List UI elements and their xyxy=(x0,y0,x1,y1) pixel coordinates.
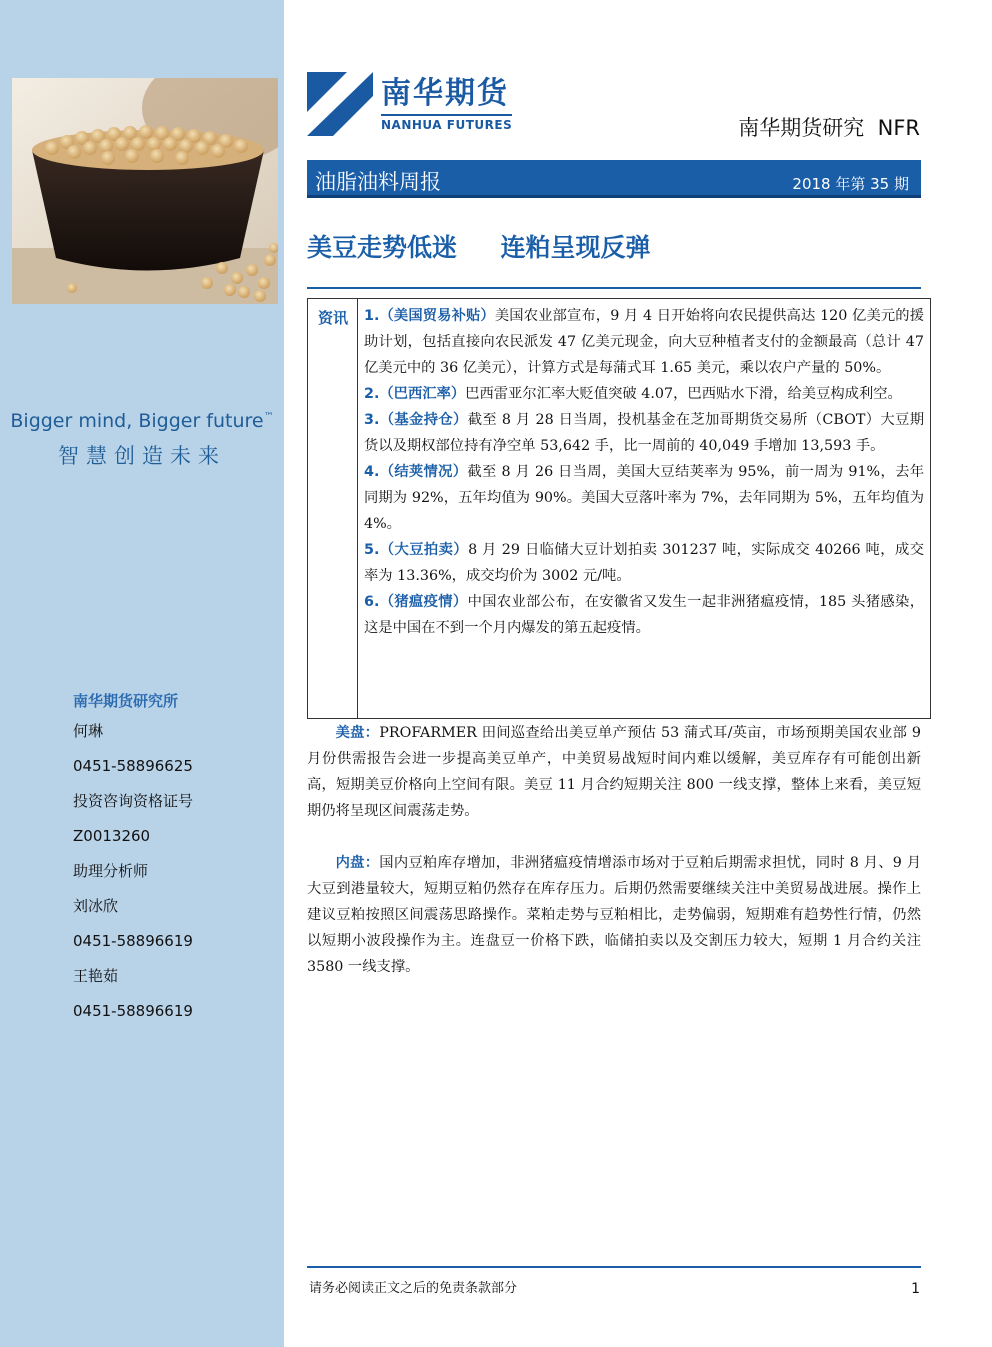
contact-line: 刘冰欣 xyxy=(73,897,119,915)
news-item-text: 巴西雷亚尔汇率大贬值突破 4.07，巴西贴水下滑，给美豆构成利空。 xyxy=(465,386,902,402)
sidebar xyxy=(0,0,284,1347)
news-box xyxy=(307,298,931,719)
news-item-keyword: 3.（基金持仓） xyxy=(364,412,468,428)
page-number: 1 xyxy=(911,1281,920,1297)
contact-line: 王艳茹 xyxy=(73,967,119,985)
divider xyxy=(307,287,921,289)
soybean-bowl-image xyxy=(12,78,278,304)
news-item-text: 截至 8 月 26 日当周，美国大豆结荚率为 95%，前一周为 91%，去年同期为 92%，五年均值为 90%。美国大豆落叶率为 7%，去年同期为 5%，五年均值为 4%。 xyxy=(364,464,924,532)
contact-line: 投资咨询资格证号 xyxy=(73,792,194,810)
news-item-text: 美国农业部宣布，9 月 4 日开始将向农民提供高达 120 亿美元的援助计划，包括直接向农民派发 47 亿美元现金，向大豆种植者支付的金额最高（总计 47 亿美元中的 36 亿美元），计算方式是每蒲式耳 1.65 美元，乘以农户产量的 50%。 xyxy=(364,308,924,376)
page-headline: 美豆走势低迷 连粕呈现反弹 xyxy=(307,233,651,262)
contact-line: 0451-58896619 xyxy=(73,1002,193,1020)
report-title: 油脂油料周报 xyxy=(315,170,441,194)
news-item xyxy=(364,537,924,589)
news-item-keyword: 5.（大豆拍卖） xyxy=(364,542,469,558)
news-item-text: 截至 8 月 28 日当周，投机基金在芝加哥期货交易所（CBOT）大豆期货以及期权部位持有净空单 53,642 手，比一周前的 40,049 手增加 13,593 手。 xyxy=(364,412,924,454)
news-item-keyword: 1.（美国贸易补贴） xyxy=(364,308,495,324)
soybean-bowl-illustration xyxy=(12,78,278,304)
news-item-keyword: 6.（猪瘟疫情） xyxy=(364,594,468,610)
contact-org: 南华期货研究所 xyxy=(73,692,179,710)
news-item xyxy=(364,589,924,641)
news-item-text: 8 月 29 日临储大豆计划拍卖 301237 吨，实际成交 40266 吨，成交率为 13.36%，成交均价为 3002 元/吨。 xyxy=(364,542,924,584)
nanhua-logo-icon xyxy=(307,72,373,136)
logo-chinese-name: 南华期货 xyxy=(381,76,509,111)
report-banner xyxy=(307,160,921,198)
contact-line: 0451-58896625 xyxy=(73,757,193,775)
domestic-market-paragraph xyxy=(307,850,921,980)
issue-number: 2018 年第 35 期 xyxy=(792,175,909,193)
slogan-english: Bigger mind, Bigger future™ xyxy=(10,410,274,432)
news-item-keyword: 4.（结荚情况） xyxy=(364,464,468,480)
news-item xyxy=(364,381,924,407)
us-market-keyword: 美盘： xyxy=(335,725,380,741)
footer-divider xyxy=(307,1266,921,1268)
domestic-market-text: 国内豆粕库存增加，非洲猪瘟疫情增添市场对于豆粕后期需求担忧，同时 8 月、9 月大豆到港量较大，短期豆粕仍然存在库存压力。后期仍然需要继续关注中美贸易战进展。操作上建议豆粕按照区间震荡思路操作。菜粕走势与豆粕相比，走势偏弱，短期难有趋势性行情，仍然以短期小波段操作为主。连盘豆一价格下跌，临储拍卖以及交割压力较大，短期 1 月合约关注 3580 一线支撑。 xyxy=(307,855,922,975)
contact-line: 何琳 xyxy=(73,722,104,740)
news-body xyxy=(364,303,924,641)
news-item-text: 中国农业部公布，在安徽省又发生一起非洲猪瘟疫情，185 头猪感染，这是中国在不到一个月内爆发的第五起疫情。 xyxy=(364,594,924,636)
disclaimer-note: 请务必阅读正文之后的免责条款部分 xyxy=(309,1281,518,1296)
contact-line: 助理分析师 xyxy=(73,862,149,880)
news-label: 资讯 xyxy=(317,309,348,327)
research-label: 南华期货研究 NFR xyxy=(738,116,920,140)
news-label-cell xyxy=(308,299,358,718)
logo-english-name: NANHUA FUTURES xyxy=(381,114,512,132)
news-item xyxy=(364,303,924,381)
company-logo xyxy=(307,72,512,136)
slogan-chinese: 智慧创造未来 xyxy=(58,444,226,468)
news-item xyxy=(364,407,924,459)
contact-block xyxy=(73,690,193,1035)
news-item-keyword: 2.（巴西汇率） xyxy=(364,386,466,402)
us-market-paragraph xyxy=(307,720,921,824)
domestic-market-keyword: 内盘： xyxy=(335,855,380,871)
us-market-text: PROFARMER 田间巡查给出美豆单产预估 53 蒲式耳/英亩，市场预期美国农业部 9 月份供需报告会进一步提高美豆单产，中美贸易战短时间内难以缓解，美豆库存有可能创出新高，短期美豆价格向上空间有限。美豆 11 月合约短期关注 800 一线支撑，整体上来看，美豆短期仍将呈现区间震荡走势。 xyxy=(307,725,921,819)
news-item xyxy=(364,459,924,537)
contact-line: 0451-58896619 xyxy=(73,932,193,950)
contact-line: Z0013260 xyxy=(73,827,151,845)
